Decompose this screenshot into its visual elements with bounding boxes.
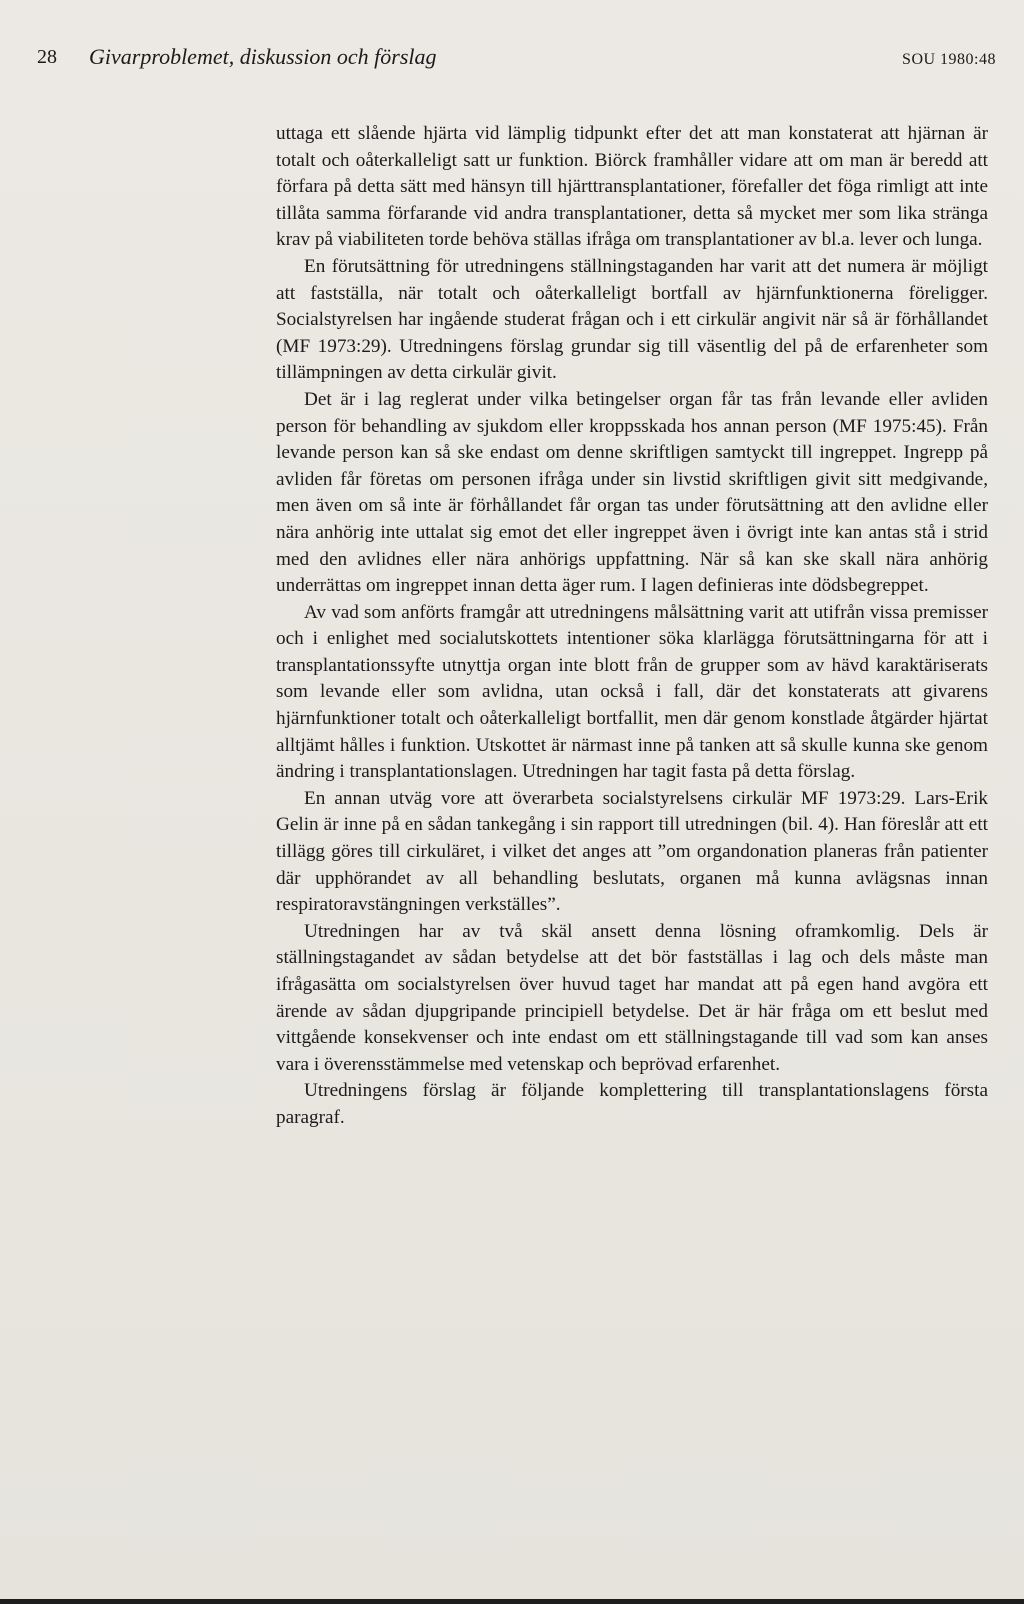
paragraph: Det är i lag reglerat under vilka betingelser organ får tas från levande eller avliden person för behandling av sjukdom eller kroppsskada hos annan person (MF 1975:45). Från levande person kan så ske endast om denne skriftligen samtyckt till ingreppet. Ingrepp på avliden får företas om personen ifråga under sin livstid skriftligen givit sitt medgivande, men även om så inte är förhållandet får organ tas under förutsättning att den avlidne eller nära anhörig inte uttalat sig emot det eller ingreppet även i övrigt inte kan antas stå i strid med den avlidnes eller nära anhörigs uppfattning. När så kan ske skall nära anhörig underrättas om ingreppet innan detta äger rum. I lagen definieras inte dödsbegreppet. — [276, 388, 988, 597]
series-reference: SOU 1980:48 — [902, 51, 996, 68]
paragraph: En annan utväg vore att överarbeta socialstyrelsens cirkulär MF 1973:29. Lars-Erik Gelin är inne på en sådan tankegång i sin rapport till utredningen (bil. 4). Han föreslår att ett tillägg göres till cirkuläret, i vilket det anges att ”om organdonation planeras från patienter där upphörandet av all behandling beslutats, organen må kunna avlägsnas innan respiratoravstängningen verkställes”. — [276, 787, 988, 916]
running-title: Givarproblemet, diskussion och förslag — [89, 44, 437, 69]
page-number: 28 — [37, 46, 57, 68]
paragraph: Utredningen har av två skäl ansett denna lösning oframkomlig. Dels är ställningstagandet av sådan betydelse att det bör fastställas i lag och dels måste man ifrågasätta om socialstyrelsen över huvud taget har mandat att på egen hand avgöra ett ärende av sådan djupgripande principiell betydelse. Det är här fråga om ett beslut med vittgående konsekvenser och inte endast om ett ställningstagande till vad som kan anses vara i överensstämmelse med vetenskap och beprövad erfarenhet. — [276, 920, 988, 1075]
bottom-edge — [0, 1599, 1024, 1604]
paragraph: En förutsättning för utredningens ställningstaganden har varit att det numera är möjligt att fastställa, när totalt och oåterkalleligt bortfall av hjärnfunktionerna föreligger. Socialstyrelsen har ingående studerat frågan och i ett cirkulär angivit när så är förhållandet (MF 1973:29). Utredningens förslag grundar sig till väsentlig del på de erfarenheter som tillämpningen av detta cirkulär givit. — [276, 255, 988, 384]
body-text — [276, 121, 988, 1132]
paragraph: Utredningens förslag är följande komplettering till transplantationslagens första paragraf. — [276, 1080, 988, 1128]
page-header — [37, 42, 996, 76]
paragraph: uttaga ett slående hjärta vid lämplig tidpunkt efter det att man konstaterat att hjärnan är totalt och oåterkalleligt satt ur funktion. Biörck framhåller vidare att om man är beredd att förfara på detta sätt med hänsyn till hjärttransplantationer, förefaller det föga rimligt att inte tillåta samma förfarande vid andra transplantationer, detta så mycket mer som lika stränga krav på viabiliteten torde behöva ställas ifråga om transplantationer av bl.a. lever och lunga. — [276, 123, 988, 251]
paragraph: Av vad som anförts framgår att utredningens målsättning varit att utifrån vissa premisser och i enlighet med socialutskottets intentioner söka klarlägga förutsättningarna för att i transplantationssyfte utnyttja organ inte blott från de grupper som av hävd karaktäriserats som levande eller som avlidna, utan också i fall, där det konstaterats att givarens hjärnfunktioner totalt och oåterkalleligt bortfallit, men där genom konstlade åtgärder hjärtat alltjämt hålles i funktion. Utskottet är närmast inne på tanken att så skulle kunna ske genom ändring i transplantationslagen. Utredningen har tagit fasta på detta förslag. — [276, 601, 988, 783]
